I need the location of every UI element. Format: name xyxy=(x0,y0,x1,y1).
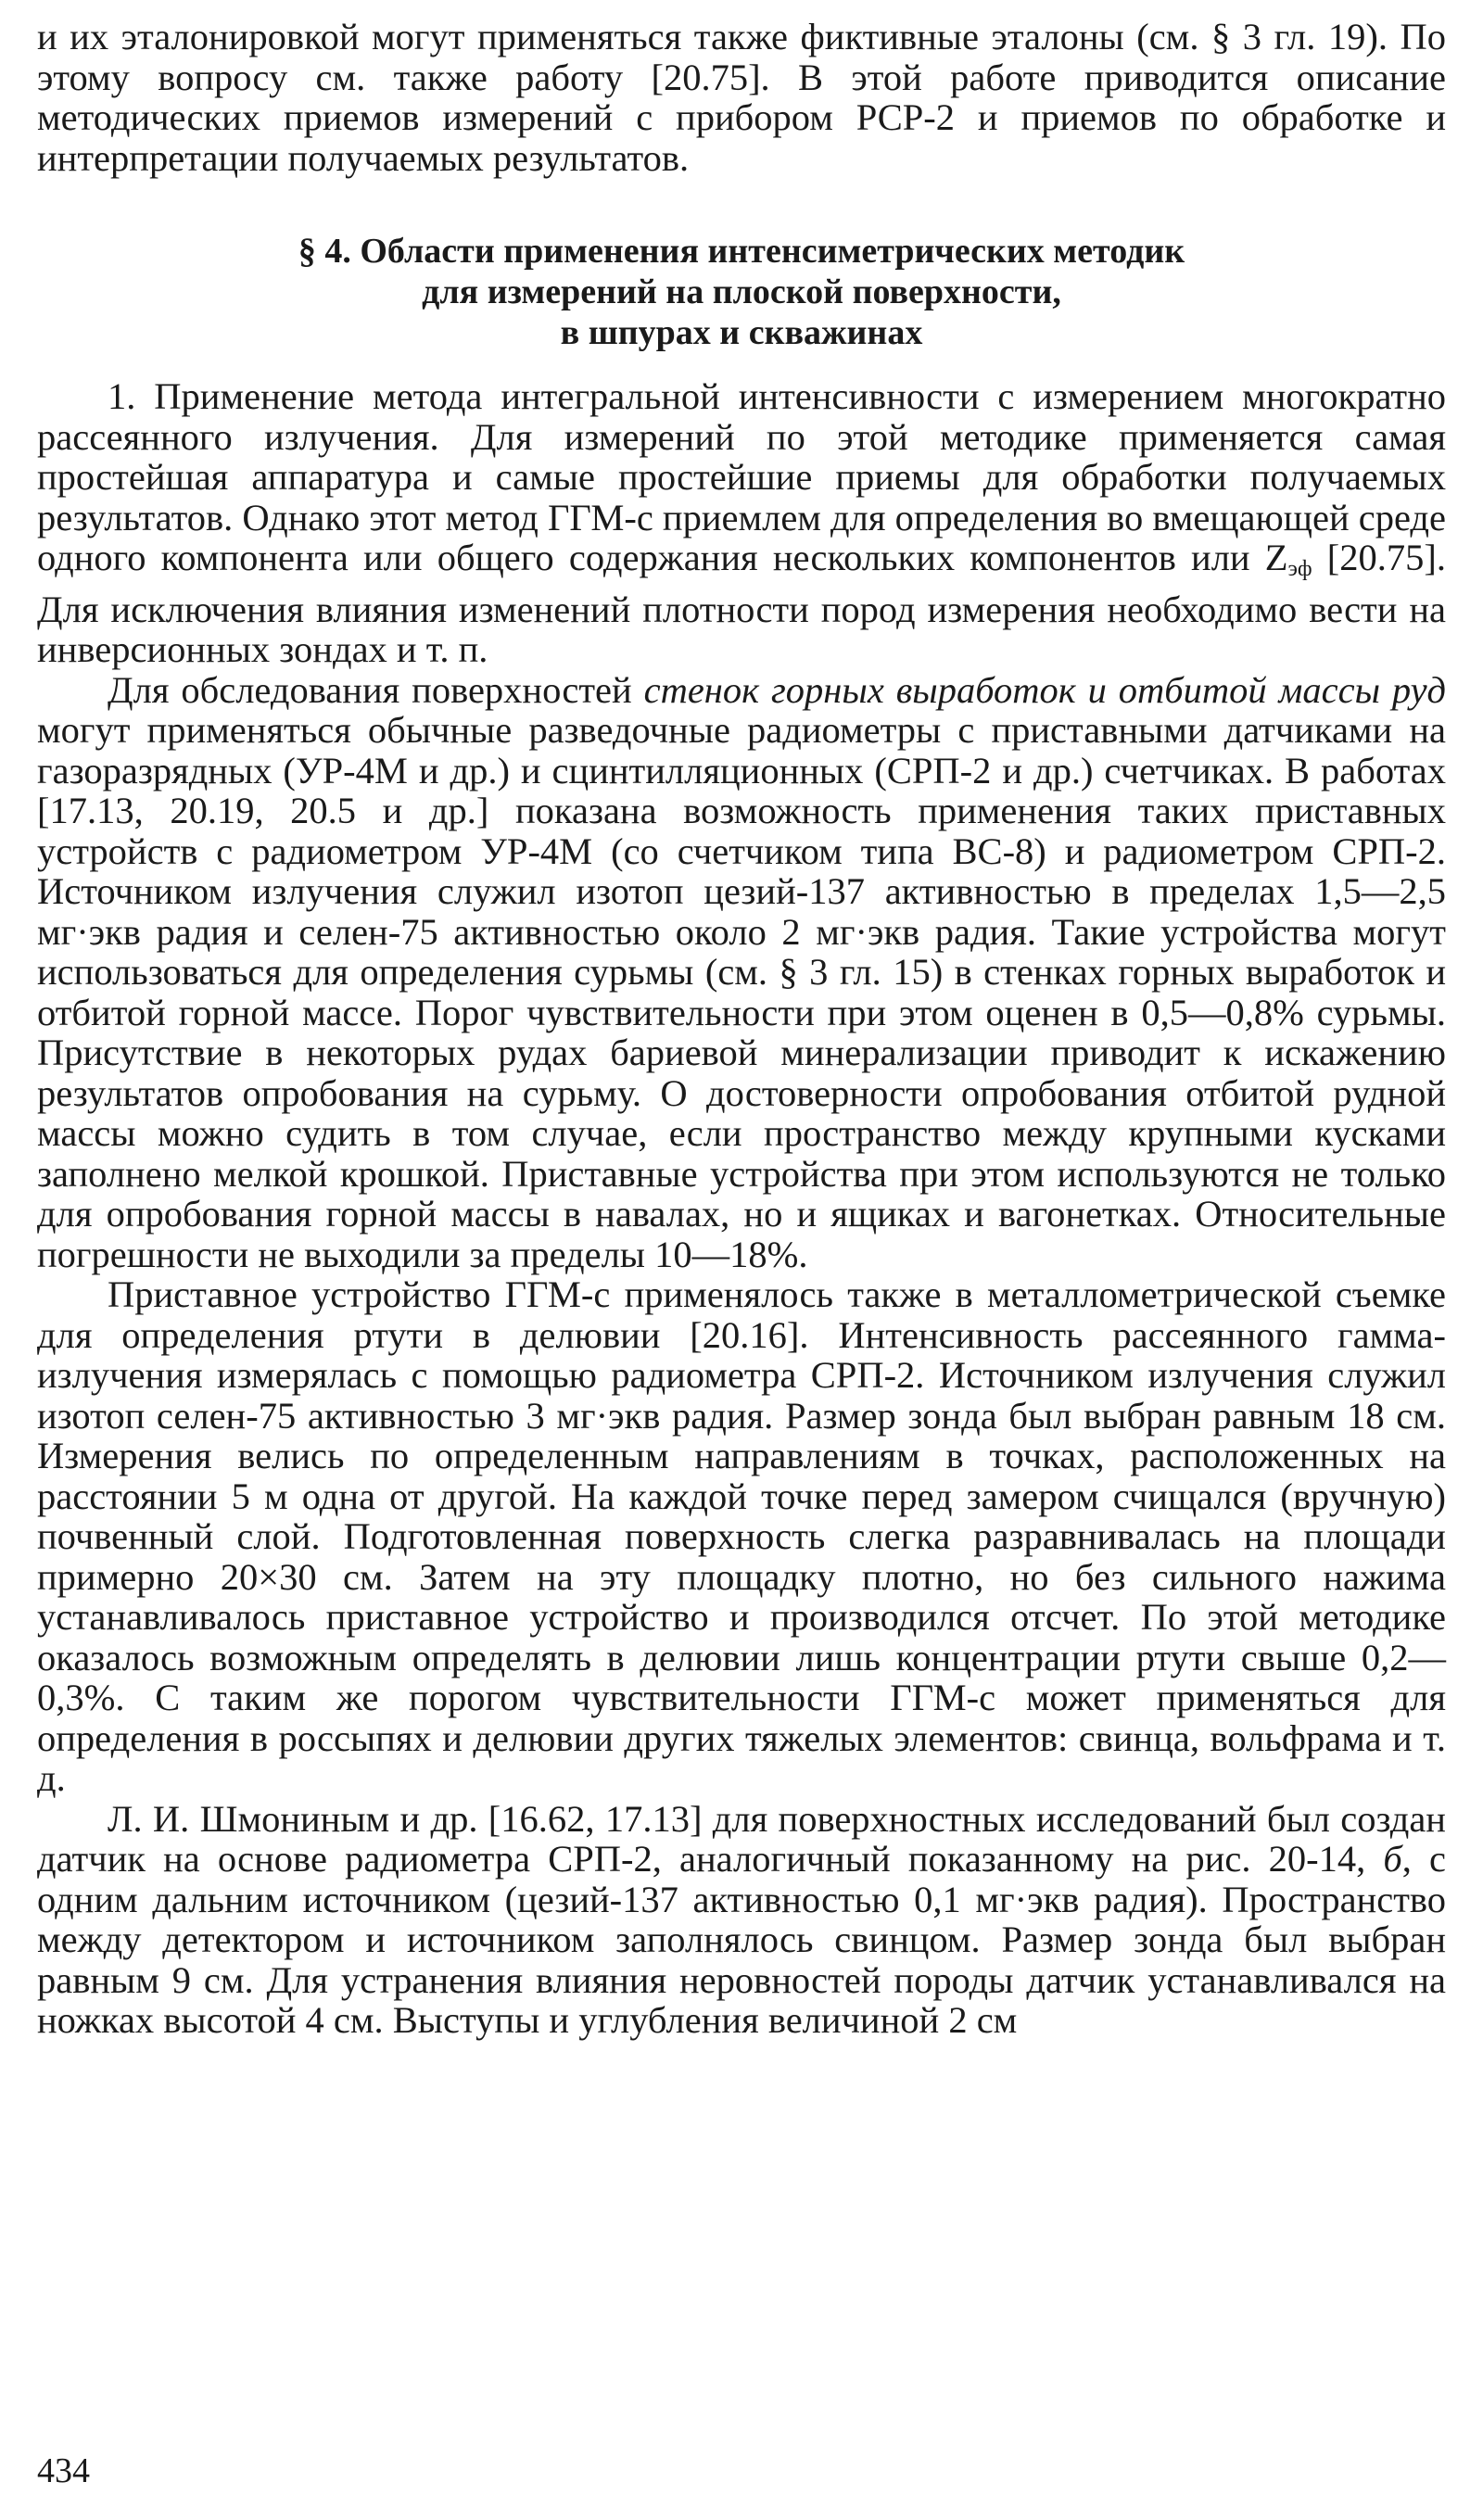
intro-paragraph: и их эталонировкой могут применяться также фиктивные эталоны (см. § 3 гл. 19). По этому вопросу см. также работу [20.75]. В этой работе приводится описание методических приемов измерений с прибором РСР-2 и приемов по обработке и интерпретации получаемых результатов. xyxy=(37,16,1446,179)
paragraph-2-lead: Для обследования поверхностей xyxy=(108,668,644,711)
section-heading xyxy=(37,231,1446,353)
paragraph-2-italic: стенок горных выработок и отбитой массы руд xyxy=(643,668,1446,711)
section-heading-line-1: § 4. Области применения интенсиметрических методик xyxy=(298,232,1185,271)
paragraph-4-italic: б xyxy=(1383,1838,1402,1881)
paragraph-mercury-survey: Приставное устройство ГГМ-с применялось также в металлометрической съемке для определения ртути в делювии [20.16]. Интенсивность рассеянного гамма-излучения измерялась с помощью радиометра СРП-2. Источником излучения служил изотоп селен-75 активностью 3 мг·экв радия. Размер зонда был выбран равным 18 см. Измерения велись по определенным направлениям в точках, расположенных на расстоянии 5 м одна от другой. На каждой точке перед замером счищался (вручную) почвенный слой. Подготовленная поверхность слегка разравнивалась на площади примерно 20×30 см. Затем на эту площадку плотно, но без сильного нажима устанавливалось приставное устройство и производился отсчет. По этой методике оказалось возможным определять в делювии лишь концентрации ртути свыше 0,2—0,3%. С таким же порогом чувствительности ГГМ-с может применяться для определения в россыпях и делювии других тяжелых элементов: свинца, вольфрама и т. д. xyxy=(37,1273,1446,1800)
page-number: 434 xyxy=(37,2451,90,2490)
paragraph-1-subscript: эф xyxy=(1287,556,1312,582)
document-page xyxy=(37,17,1446,2501)
paragraph-shmonin-sensor xyxy=(37,1799,1446,2041)
paragraph-1-text-end: [20.75]. Для исключения влияния изменений плотности пород измерения необходимо вести на инверсионных зондах и т. п. xyxy=(37,537,1446,671)
section-heading-line-3: в шпурах и скважинах xyxy=(560,313,923,352)
paragraph-surface-survey xyxy=(37,670,1446,1275)
paragraph-4-rest: , с одним дальним источником (цезий-137 активностью 0,1 мг·экв радия). Пространство между детектором и источником заполнялось свинцом. Размер зонда был выбран равным 9 см. Для устранения влияния неровностей породы датчик устанавливался на ножках высотой 4 см. Выступы и углубления величиной 2 см xyxy=(37,1838,1447,2042)
paragraph-4-lead: Л. И. Шмониным и др. [16.62, 17.13] для поверхностных исследований был создан датчик на основе радиометра СРП-2, аналогичный показанному на рис. 20-14, xyxy=(37,1797,1446,1881)
paragraph-2-rest: могут применяться обычные разведочные радиометры с приставными датчиками на газоразрядных (УР-4М и др.) и сцинтилляционных (СРП-2 и др.) счетчиках. В работах [17.13, 20.19, 20.5 и др.] показана возможность применения таких приставных устройств с радиометром УР-4М (со счетчиком типа ВС-8) и радиометром СРП-2. Источником излучения служил изотоп цезий-137 активностью в пределах 1,5—2,5 мг·экв радия и селен-75 активностью около 2 мг·экв радия. Такие устройства могут использоваться для определения сурьмы (см. § 3 гл. 15) в стенках горных выработок и отбитой горной массе. Порог чувствительности при этом оценен в 0,5—0,8% сурьмы. Присутствие в некоторых рудах бариевой минерализации приводит к искажению результатов опробования на сурьму. О достоверности опробования отбитой рудной массы можно судить в том случае, если пространство между крупными кусками заполнено мелкой крошкой. Приставные устройства при этом используются не только для опробования горной массы в навалах, но и ящиках и вагонетках. Относительные погрешности не выходили за пределы 10—18%. xyxy=(37,709,1446,1275)
section-heading-line-2: для измерений на плоской поверхности, xyxy=(422,272,1061,311)
paragraph-integral-intensity xyxy=(37,376,1446,670)
paragraph-1-text: 1. Применение метода интегральной интенсивности с измерением многократно рассеянного излучения. Для измерений по этой методике применяется самая простейшая аппаратура и самые простейшие приемы для обработки получаемых результатов. Однако этот метод ГГМ-с приемлем для определения во вмещающей среде одного компонента или общего содержания нескольких компонентов или Z xyxy=(37,375,1446,578)
